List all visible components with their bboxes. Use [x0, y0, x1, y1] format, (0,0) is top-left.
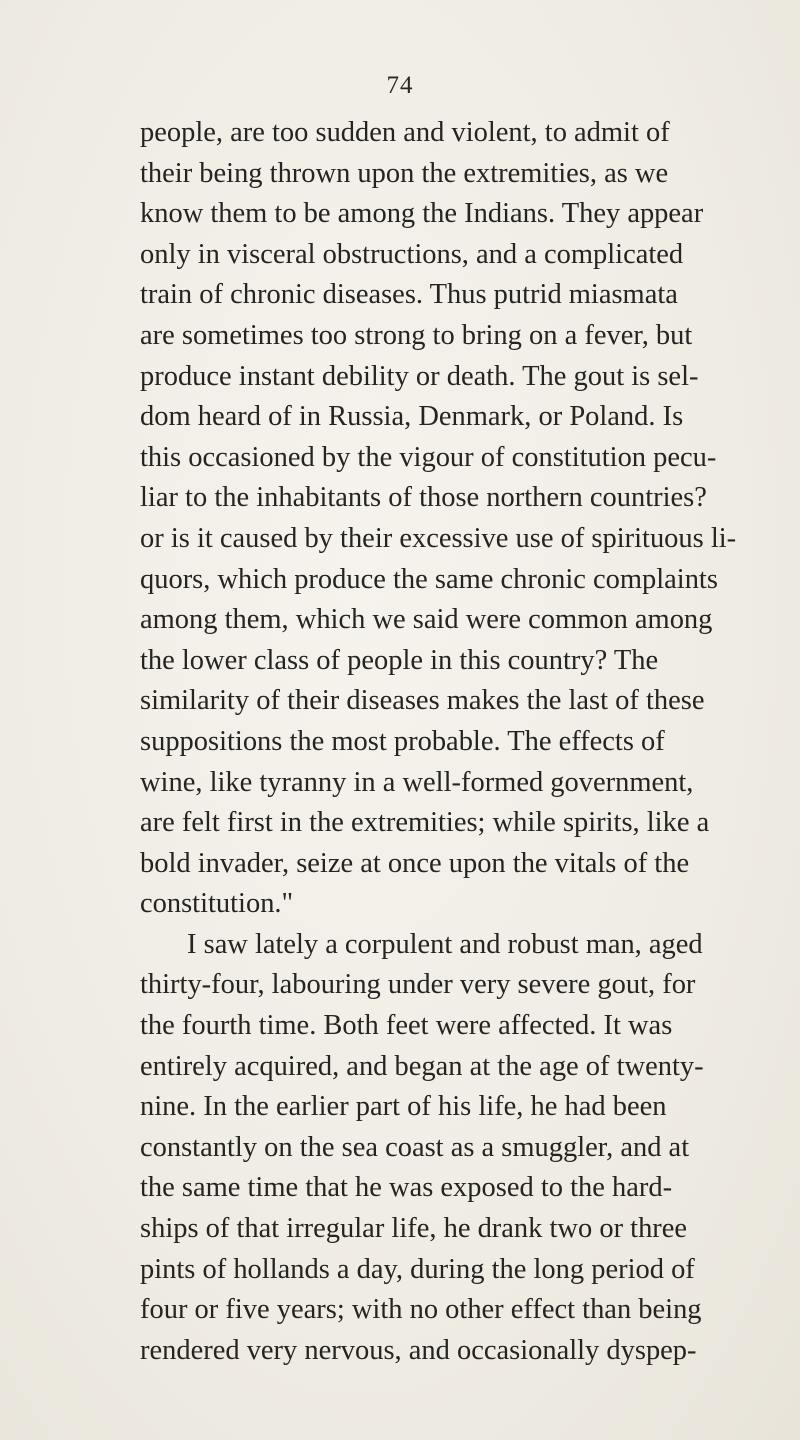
- page-number: 74: [386, 72, 414, 99]
- text-line: their being thrown upon the extremities, as we: [140, 156, 669, 189]
- text-line: suppositions the most probable. The effects of: [140, 724, 665, 757]
- text-line: know them to be among the Indians. They appear: [140, 197, 704, 230]
- text-line: among them, which we said were common among: [140, 603, 713, 636]
- text-line: produce instant debility or death. The gout is sel-: [140, 359, 699, 392]
- text-line: this occasioned by the vigour of constitution pecu-: [140, 440, 717, 473]
- text-line: the same time that he was exposed to the hard-: [140, 1171, 673, 1204]
- text-line: train of chronic diseases. Thus putrid miasmata: [140, 278, 678, 311]
- text-line: liar to the inhabitants of those northern countries?: [140, 481, 707, 514]
- text-line: ships of that irregular life, he drank two or three: [140, 1212, 688, 1245]
- text-line: only in visceral obstructions, and a complicated: [140, 237, 684, 270]
- text-line: constitution.": [140, 887, 294, 920]
- text-line: people, are too sudden and violent, to admit of: [140, 116, 670, 148]
- text-line: the fourth time. Both feet were affected. It was: [140, 1009, 673, 1042]
- text-line: dom heard of in Russia, Denmark, or Poland. Is: [140, 400, 684, 433]
- text-line: pints of hollands a day, during the long period of: [140, 1252, 695, 1285]
- text-line: entirely acquired, and began at the age of twenty-: [140, 1049, 704, 1082]
- body-text: [140, 112, 796, 1370]
- text-line: or is it caused by their excessive use of spirituous li-: [140, 521, 737, 554]
- text-line: similarity of their diseases makes the last of these: [140, 684, 705, 717]
- text-line: thirty-four, labouring under very severe gout, for: [140, 968, 696, 1001]
- text-line: the lower class of people in this country? The: [140, 643, 659, 676]
- text-line: are sometimes too strong to bring on a fever, but: [140, 318, 693, 351]
- text-line: bold invader, seize at once upon the vitals of the: [140, 846, 690, 879]
- text-line: four or five years; with no other effect than being: [140, 1293, 702, 1326]
- text-line: are felt first in the extremities; while spirits, like a: [140, 806, 710, 839]
- text-line: wine, like tyranny in a well-formed government,: [140, 765, 694, 798]
- text-line: rendered very nervous, and occasionally dyspep-: [140, 1333, 697, 1366]
- text-line: I saw lately a corpulent and robust man, aged: [187, 927, 703, 960]
- text-line: constantly on the sea coast as a smuggler, and at: [140, 1130, 690, 1163]
- text-line: quors, which produce the same chronic complaints: [140, 562, 718, 595]
- text-line: nine. In the earlier part of his life, he had been: [140, 1090, 667, 1123]
